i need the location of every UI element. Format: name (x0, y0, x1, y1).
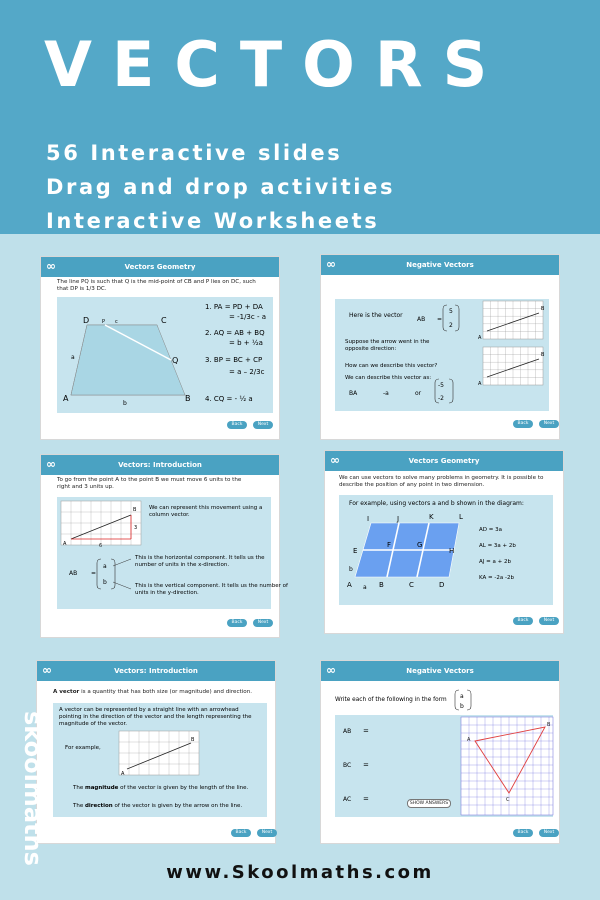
intro-line: right and 3 units up. (57, 484, 114, 490)
svg-text:E: E (353, 547, 358, 555)
vector-definition-diagram (53, 703, 267, 817)
slide-vectors-geometry-1 (40, 256, 280, 440)
svg-text:=: = (363, 795, 369, 803)
svg-text:-5: -5 (438, 382, 444, 389)
slide-intro (57, 279, 256, 293)
svg-text:=: = (363, 761, 369, 769)
svg-text:AB: AB (343, 728, 352, 735)
back-button[interactable]: Back (227, 619, 247, 627)
parallelogram-grid-diagram (339, 495, 553, 605)
svg-text:C: C (409, 581, 414, 589)
svg-text:=: = (437, 316, 443, 323)
svg-text:How can we describe this vecto: How can we describe this vector? (345, 363, 438, 369)
svg-text:Here is the vector: Here is the vector (349, 312, 403, 319)
slide-panel (335, 299, 549, 411)
next-button[interactable]: Next (539, 420, 559, 428)
form-prompt (335, 687, 555, 713)
slide-intro (57, 477, 241, 491)
svg-text:L: L (459, 513, 463, 521)
next-button[interactable]: Next (253, 421, 273, 429)
svg-text:P: P (102, 319, 106, 325)
back-button[interactable]: Back (227, 421, 247, 429)
slide-panel (57, 297, 273, 413)
svg-text:This is the horizontal compone: This is the horizontal component. It tells us the (135, 555, 265, 561)
intro-bold: A vector (53, 689, 80, 695)
svg-text:= a – 2/3c: = a – 2/3c (229, 368, 265, 376)
svg-text:A: A (63, 541, 67, 547)
feature-item: 56 Interactive slides (46, 141, 343, 165)
next-button[interactable]: Next (539, 617, 559, 625)
svg-text:=: = (363, 727, 369, 735)
slide-title: Vectors Geometry (408, 457, 480, 465)
svg-text:a: a (363, 584, 367, 591)
slide-vectors-introduction-1 (40, 454, 288, 638)
slide-panel (53, 703, 267, 817)
intro-line: The line PQ is such that Q is the mid-point of CB and P lies on DC, such (57, 279, 256, 285)
infinity-icon: ∞ (42, 663, 52, 677)
slide-panel (335, 715, 553, 817)
svg-text:B: B (191, 737, 195, 743)
svg-text:4. CQ = - ½ a: 4. CQ = - ½ a (205, 395, 253, 403)
slide-intro (339, 475, 543, 489)
slide-title-bar (41, 257, 279, 277)
show-answers-button[interactable]: SHOW ANSWERS (407, 799, 451, 808)
svg-text:A: A (63, 394, 69, 403)
svg-text:AC: AC (343, 796, 352, 803)
feature-item: Drag and drop activities (46, 175, 396, 199)
svg-text:D: D (83, 316, 90, 325)
svg-text:a: a (71, 354, 75, 361)
infinity-icon: ∞ (46, 259, 56, 273)
svg-text:KA = -2a -2b: KA = -2a -2b (479, 575, 514, 581)
svg-text:This is the vertical component: This is the vertical component. It tells us the number of (135, 583, 288, 589)
slide-title-bar (321, 255, 559, 275)
infinity-icon: ∞ (326, 257, 336, 271)
svg-text:We can represent this movement: We can represent this movement using a (149, 505, 263, 511)
svg-text:c: c (115, 319, 118, 325)
svg-text:opposite direction:: opposite direction: (345, 346, 397, 352)
svg-text:D: D (439, 581, 445, 589)
slide-title: Negative Vectors (406, 667, 474, 675)
feature-item: Interactive Worksheets (46, 209, 380, 233)
svg-text:a: a (460, 693, 464, 700)
svg-text:A vector can be represented by: A vector can be represented by a straight line with an arrowhead (59, 707, 239, 713)
svg-text:A: A (347, 581, 352, 589)
svg-text:B: B (133, 507, 137, 513)
svg-text:b: b (123, 400, 127, 407)
svg-text:2: 2 (449, 322, 453, 329)
svg-text:A: A (478, 335, 482, 341)
svg-text:AJ = a + 2b: AJ = a + 2b (479, 559, 511, 565)
intro-line: We can use vectors to solve many problems in geometry. It is possible to (339, 475, 544, 481)
header-banner (0, 0, 600, 234)
svg-text:The magnitude of the vector is: The magnitude of the vector is given by the length of the line. (73, 785, 249, 791)
slide-title-bar (321, 661, 559, 681)
svg-text:J: J (397, 515, 400, 523)
slide-panel (57, 497, 288, 609)
intro-line: To go from the point A to the point B we must move 6 units to the (57, 477, 242, 483)
svg-text:3: 3 (134, 525, 138, 531)
column-vector-diagram (57, 497, 288, 609)
svg-text:5: 5 (449, 308, 453, 315)
svg-text:K: K (429, 513, 434, 521)
next-button[interactable]: Next (253, 619, 273, 627)
svg-text:A: A (121, 771, 125, 777)
svg-text:b: b (460, 703, 464, 710)
slide-title: Vectors Geometry (124, 263, 196, 271)
page-title: VECTORS (44, 28, 508, 101)
svg-text:The direction of the vector is: The direction of the vector is given by the arrow on the line. (73, 803, 243, 809)
slide-title-bar (37, 661, 275, 681)
svg-text:or: or (415, 390, 422, 397)
svg-text:b: b (349, 566, 353, 573)
svg-text:For example,: For example, (65, 745, 101, 751)
svg-text:pointing in the direction of t: pointing in the direction of the vector and the length representing the (59, 714, 252, 720)
slide-title-bar (41, 455, 279, 475)
svg-text:AB: AB (69, 570, 78, 577)
negative-vector-diagram (335, 299, 549, 411)
svg-text:B: B (547, 722, 551, 728)
next-button[interactable]: Next (539, 829, 559, 837)
back-button[interactable]: Back (513, 617, 533, 625)
svg-text:AB: AB (417, 316, 426, 323)
svg-text:Write each of the following in: Write each of the following in the form (335, 697, 447, 703)
infinity-icon: ∞ (46, 457, 56, 471)
svg-text:a: a (103, 563, 107, 570)
slide-title: Negative Vectors (406, 261, 474, 269)
next-button[interactable]: Next (257, 829, 277, 837)
slide-title-bar (325, 451, 563, 471)
slide-panel (339, 495, 553, 605)
svg-text:Suppose the arrow went in the: Suppose the arrow went in the (345, 339, 430, 345)
slide-negative-vectors-1 (320, 254, 560, 440)
intro-line: that DP is 1/3 DC. (57, 286, 107, 292)
svg-text:AD = 3a: AD = 3a (479, 527, 502, 533)
svg-text:Q: Q (172, 356, 179, 365)
svg-text:BA: BA (349, 390, 358, 397)
feature-list (46, 136, 395, 238)
svg-text:A: A (467, 737, 471, 743)
svg-text:For example, using vectors a a: For example, using vectors a and b shown in the diagram: (349, 500, 524, 507)
svg-text:units in the y-direction.: units in the y-direction. (135, 590, 199, 596)
svg-text:3. BP = BC + CP: 3. BP = BC + CP (205, 356, 263, 364)
back-button[interactable]: Back (231, 829, 251, 837)
svg-text:We can describe this vector as: We can describe this vector as: (345, 375, 432, 381)
svg-text:2. AQ = AB + BQ: 2. AQ = AB + BQ (205, 329, 265, 337)
svg-text:G: G (417, 541, 423, 549)
slide-vectors-geometry-2 (324, 450, 564, 634)
svg-text:6: 6 (99, 543, 103, 549)
svg-text:F: F (387, 541, 392, 549)
svg-text:b: b (103, 579, 107, 586)
svg-text:-2: -2 (438, 395, 444, 402)
svg-text:BC: BC (343, 762, 352, 769)
svg-text:C: C (161, 316, 167, 325)
svg-text:-a: -a (383, 390, 389, 397)
svg-text:number of units in the x-direc: number of units in the x-direction. (135, 562, 230, 568)
back-button[interactable]: Back (513, 829, 533, 837)
trapezium-diagram (57, 297, 273, 413)
svg-text:1. PA = PD + DA: 1. PA = PD + DA (205, 303, 263, 311)
back-button[interactable]: Back (513, 420, 533, 428)
slide-negative-vectors-2 (320, 660, 560, 844)
svg-text:B: B (185, 394, 191, 403)
intro-line: describe the position of any point in two dimension. (339, 482, 485, 488)
svg-text:=: = (91, 570, 97, 577)
svg-text:magnitude of the vector.: magnitude of the vector. (59, 721, 128, 727)
website-url[interactable]: www.Skoolmaths.com (166, 862, 434, 883)
svg-text:= b + ½a: = b + ½a (229, 339, 263, 347)
svg-text:column vector.: column vector. (149, 512, 190, 518)
svg-text:AL = 3a + 2b: AL = 3a + 2b (479, 543, 516, 549)
svg-text:B: B (541, 306, 545, 312)
slide-title: Vectors: Introduction (118, 461, 202, 469)
infinity-icon: ∞ (330, 453, 340, 467)
svg-text:B: B (379, 581, 384, 589)
svg-text:C: C (506, 797, 510, 803)
intro-rest: is a quantity that has both size (or magnitude) and direction. (79, 689, 253, 695)
slide-vectors-introduction-2 (36, 660, 276, 844)
svg-text:H: H (449, 547, 455, 555)
slide-intro (53, 689, 252, 696)
infinity-icon: ∞ (326, 663, 336, 677)
svg-text:I: I (367, 515, 370, 523)
svg-text:B: B (541, 352, 545, 358)
svg-text:A: A (478, 381, 482, 387)
brand-logo: skoolmaths (19, 711, 47, 866)
slide-title: Vectors: Introduction (114, 667, 198, 675)
svg-text:= -1/3c - a: = -1/3c - a (229, 313, 266, 321)
